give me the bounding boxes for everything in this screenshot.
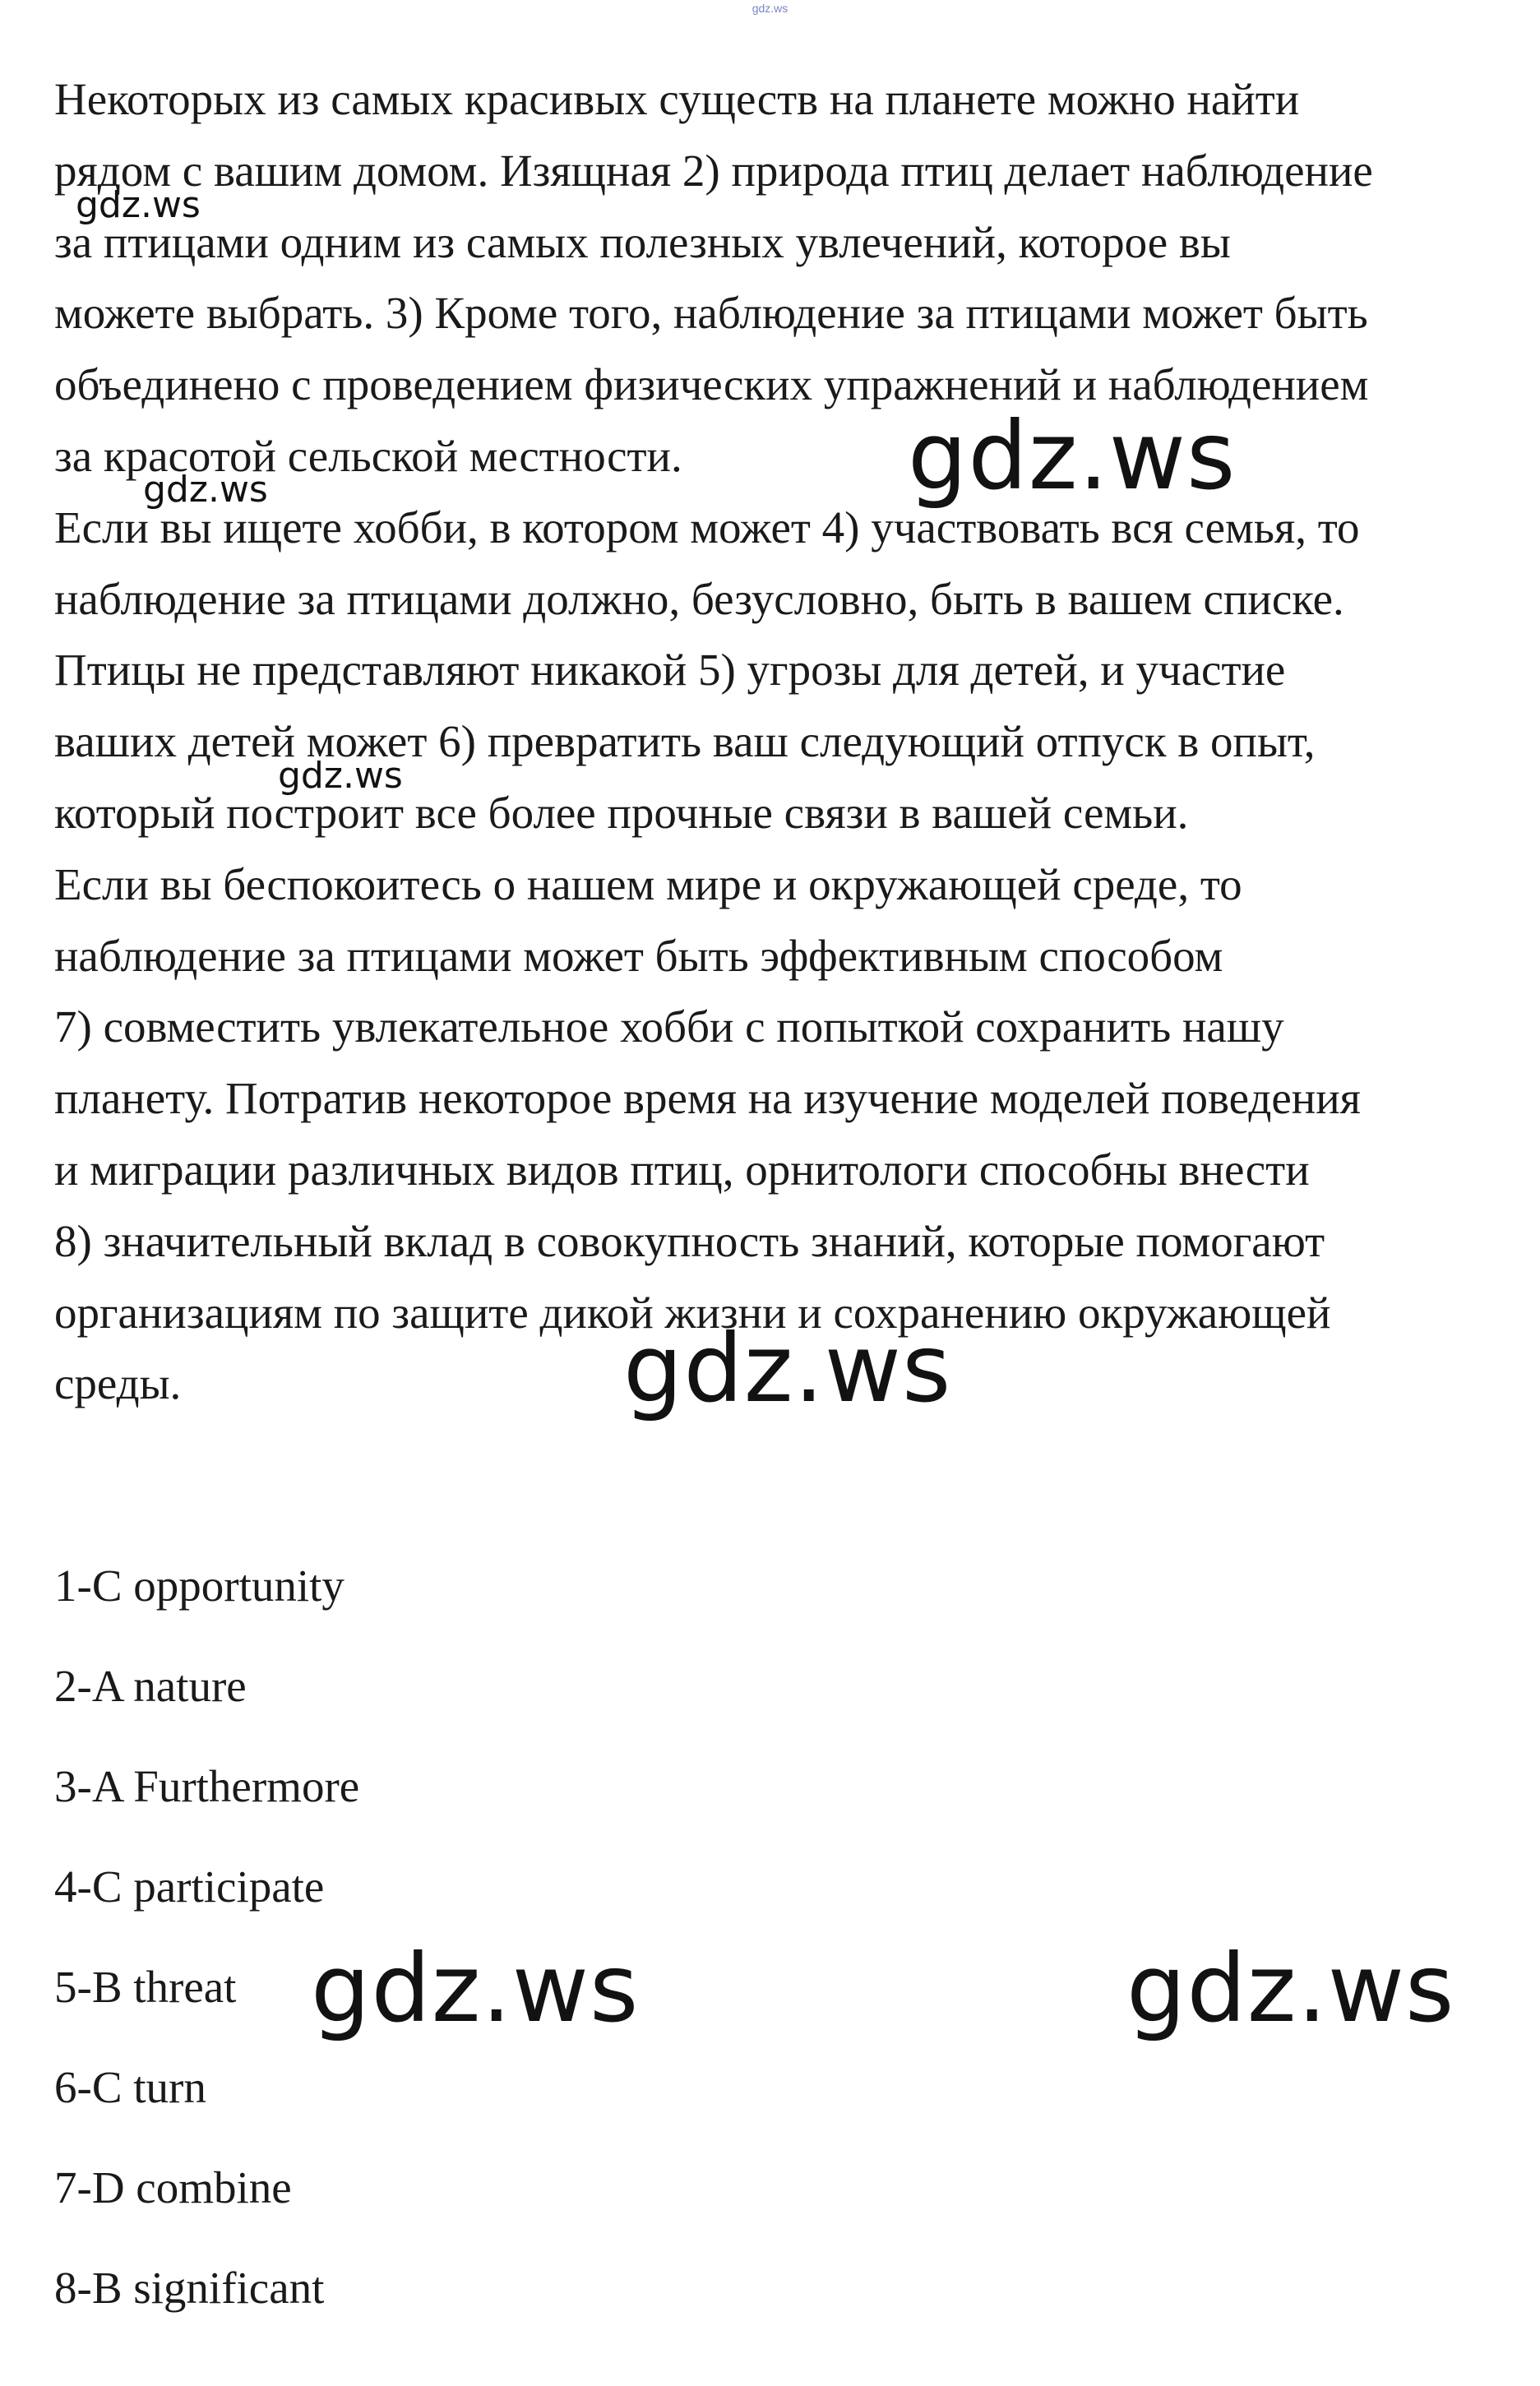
paragraph-line: 7) совместить увлекательное хобби с попыткой сохранить нашу [54,1001,1284,1052]
answer-item: 4-C participate [54,1861,325,1912]
paragraph-line: рядом с вашим домом. Изящная 2) природа птиц делает наблюдение [54,145,1373,196]
paragraph-line: Некоторых из самых красивых существ на планете можно найти [54,74,1300,124]
paragraph-line: планету. Потратив некоторое время на изучение моделей поведения [54,1073,1361,1124]
translation-paragraph [54,64,1468,1423]
answer-item: 5-B threat [54,1962,237,2012]
paragraph-line: и миграции различных видов птиц, орнитологи способны внести [54,1144,1310,1195]
paragraph-line: наблюдение за птицами должно, безусловно, быть в вашем списке. [54,573,1344,624]
answer-item: 3-A Furthermore [54,1761,360,1811]
answer-item: 7-D combine [54,2162,292,2213]
answer-item: 1-C opportunity [54,1561,345,1611]
paragraph-line: за птицами одним из самых полезных увлечений, которое вы [54,216,1231,267]
paragraph-line: можете выбрать. 3) Кроме того, наблюдение за птицами может быть [54,288,1368,339]
paragraph-line: ваших детей может 6) превратить ваш следующий отпуск в опыт, [54,716,1316,767]
answer-item: 8-B significant [54,2263,325,2313]
paragraph-line: Птицы не представляют никакой 5) угрозы для детей, и участие [54,645,1286,696]
paragraph-line: за красотой сельской местности. [54,430,682,481]
paragraph-line: организациям по защите дикой жизни и сохранению окружающей [54,1287,1331,1338]
paragraph-line: Если вы беспокоитесь о нашем мире и окружающей среде, то [54,858,1242,909]
paragraph-line: объединено с проведением физических упражнений и наблюдением [54,359,1369,410]
watermark-small: gdz.ws [278,755,403,797]
answer-item: 2-A nature [54,1661,247,1711]
paragraph-line: 8) значительный вклад в совокупность знаний, которые помогают [54,1215,1325,1266]
watermark-small: gdz.ws [143,469,268,511]
paragraph-line: Если вы ищете хобби, в котором может 4) участвовать вся семья, то [54,502,1360,553]
paragraph-line: который построит все более прочные связи в вашей семьи. [54,787,1189,838]
watermark-large: gdz.ws [908,401,1237,511]
answer-item: 6-C turn [54,2062,206,2112]
watermark-large: gdz.ws [623,1314,952,1423]
watermark-small: gdz.ws [76,184,201,226]
top-watermark: gdz.ws [752,2,788,15]
paragraph-line: наблюдение за птицами может быть эффективным способом [54,930,1223,981]
watermark-large: gdz.ws [1126,1934,1455,2043]
watermark-large: gdz.ws [311,1934,640,2043]
paragraph-line: среды. [54,1358,182,1409]
